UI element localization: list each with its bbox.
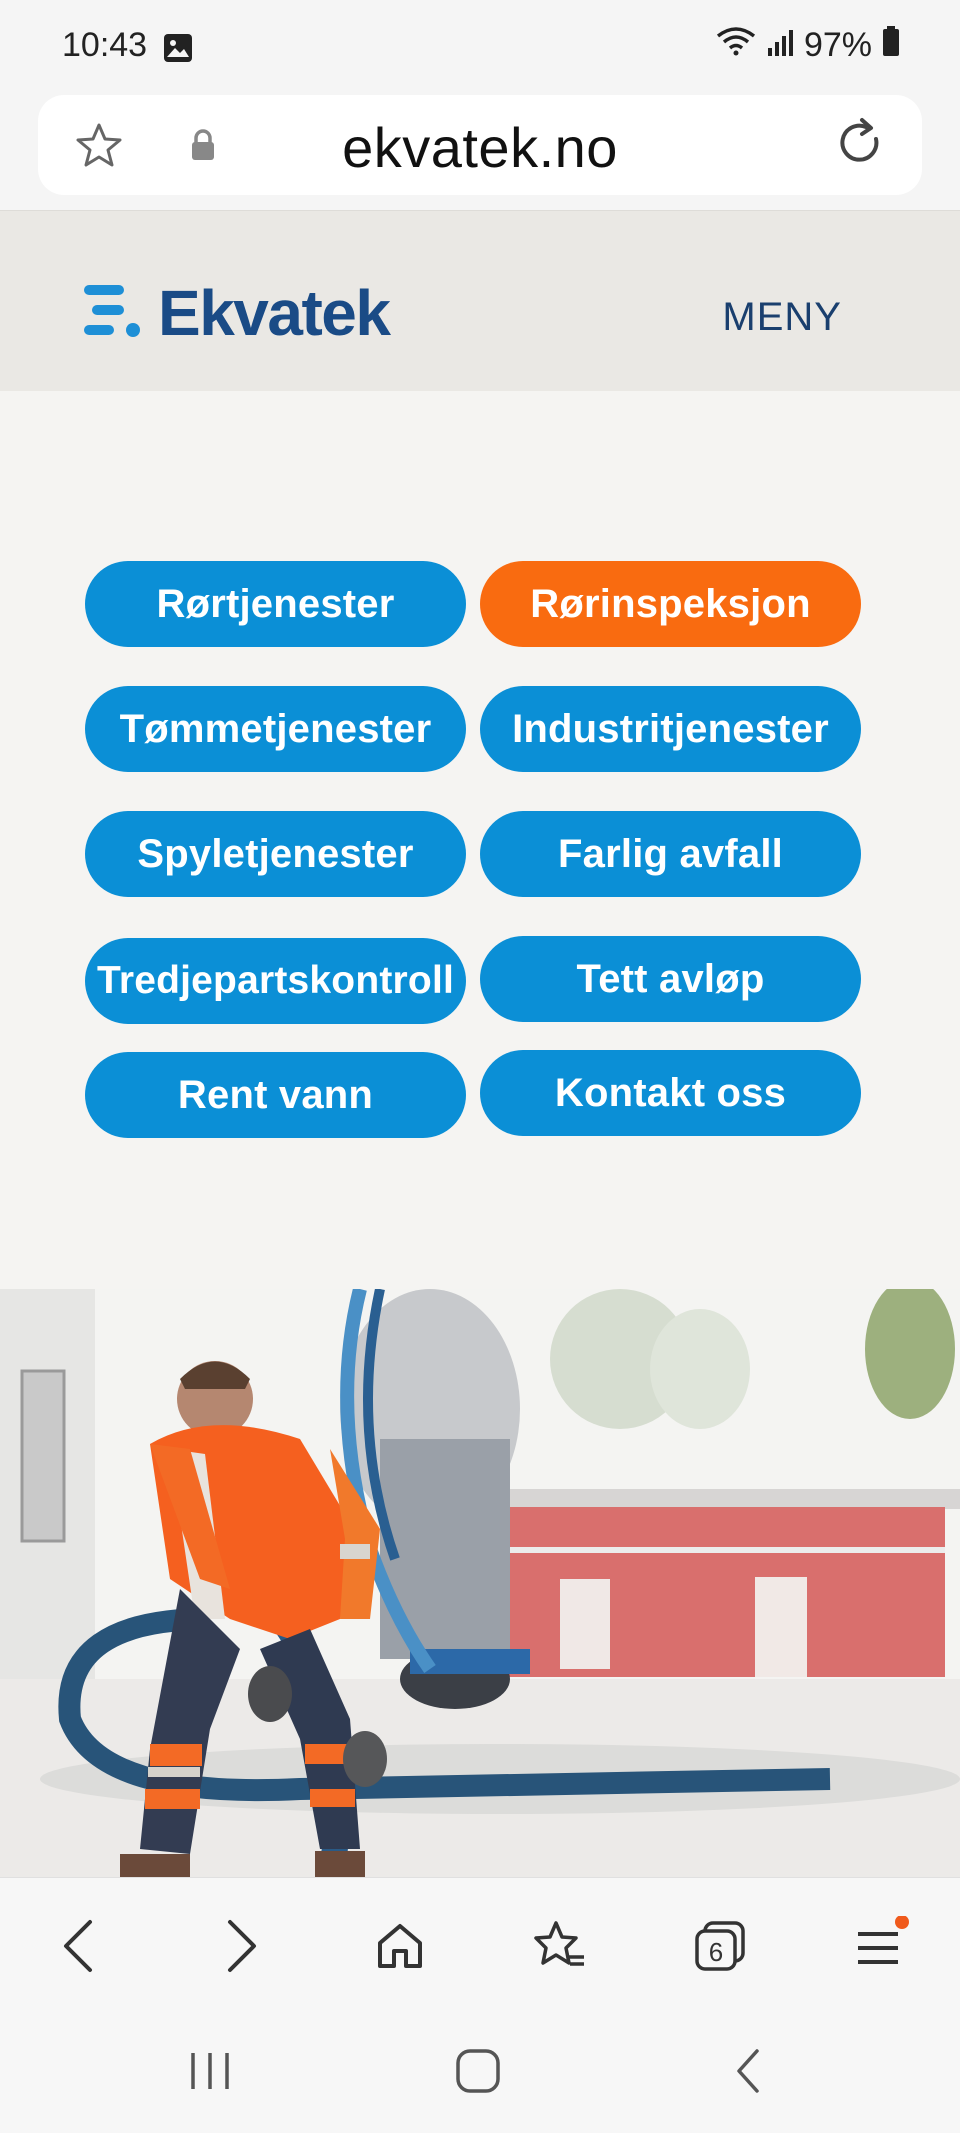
button-rortjenester[interactable]: Rørtjenester xyxy=(85,561,466,647)
home-icon[interactable] xyxy=(360,1906,440,1986)
site-header xyxy=(0,210,960,391)
button-farlig-avfall[interactable]: Farlig avfall xyxy=(480,811,861,897)
bookmarks-icon[interactable] xyxy=(520,1906,600,1986)
wifi-icon xyxy=(716,26,756,65)
tabs-count: 6 xyxy=(708,1937,724,1967)
reload-icon[interactable] xyxy=(834,117,886,176)
menu-icon[interactable] xyxy=(840,1906,920,1986)
button-industritjenester[interactable]: Industritjenester xyxy=(480,686,861,772)
button-tett-avlop[interactable]: Tett avløp xyxy=(480,936,861,1022)
back-icon[interactable] xyxy=(38,1906,118,1986)
forward-icon[interactable] xyxy=(202,1906,282,1986)
recents-icon[interactable] xyxy=(170,2039,250,2103)
status-bar xyxy=(0,0,960,95)
hero-photo xyxy=(0,1289,960,1877)
android-nav-bar xyxy=(0,2007,960,2133)
battery-icon xyxy=(882,26,900,65)
logo-mark-icon xyxy=(84,283,142,344)
url-bar-container xyxy=(0,95,960,210)
tabs-icon[interactable] xyxy=(680,1906,760,1986)
back-nav-icon[interactable] xyxy=(708,2039,788,2103)
menu-button[interactable]: MENY xyxy=(722,295,842,339)
button-kontakt-oss[interactable]: Kontakt oss xyxy=(480,1050,861,1136)
url-text[interactable]: ekvatek.no xyxy=(342,116,618,179)
status-time: 10:43 xyxy=(62,26,148,64)
notification-dot xyxy=(895,1916,909,1929)
browser-toolbar xyxy=(0,1877,960,2007)
button-rorinspeksjon[interactable]: Rørinspeksjon xyxy=(480,561,861,647)
home-nav-icon[interactable] xyxy=(438,2039,518,2103)
gallery-icon xyxy=(163,33,193,68)
button-rent-vann[interactable]: Rent vann xyxy=(85,1052,466,1138)
button-tredjepartskontroll[interactable]: Tredjepartskontroll xyxy=(85,938,466,1024)
button-tommetjenester[interactable]: Tømmetjenester xyxy=(85,686,466,772)
url-bar[interactable] xyxy=(38,95,922,195)
logo-text: Ekvatek xyxy=(158,277,390,349)
battery-text: 97% xyxy=(803,26,872,64)
button-spyletjenester[interactable]: Spyletjenester xyxy=(85,811,466,897)
logo[interactable] xyxy=(84,277,390,349)
status-icons xyxy=(716,26,900,65)
signal-icon xyxy=(766,26,794,65)
